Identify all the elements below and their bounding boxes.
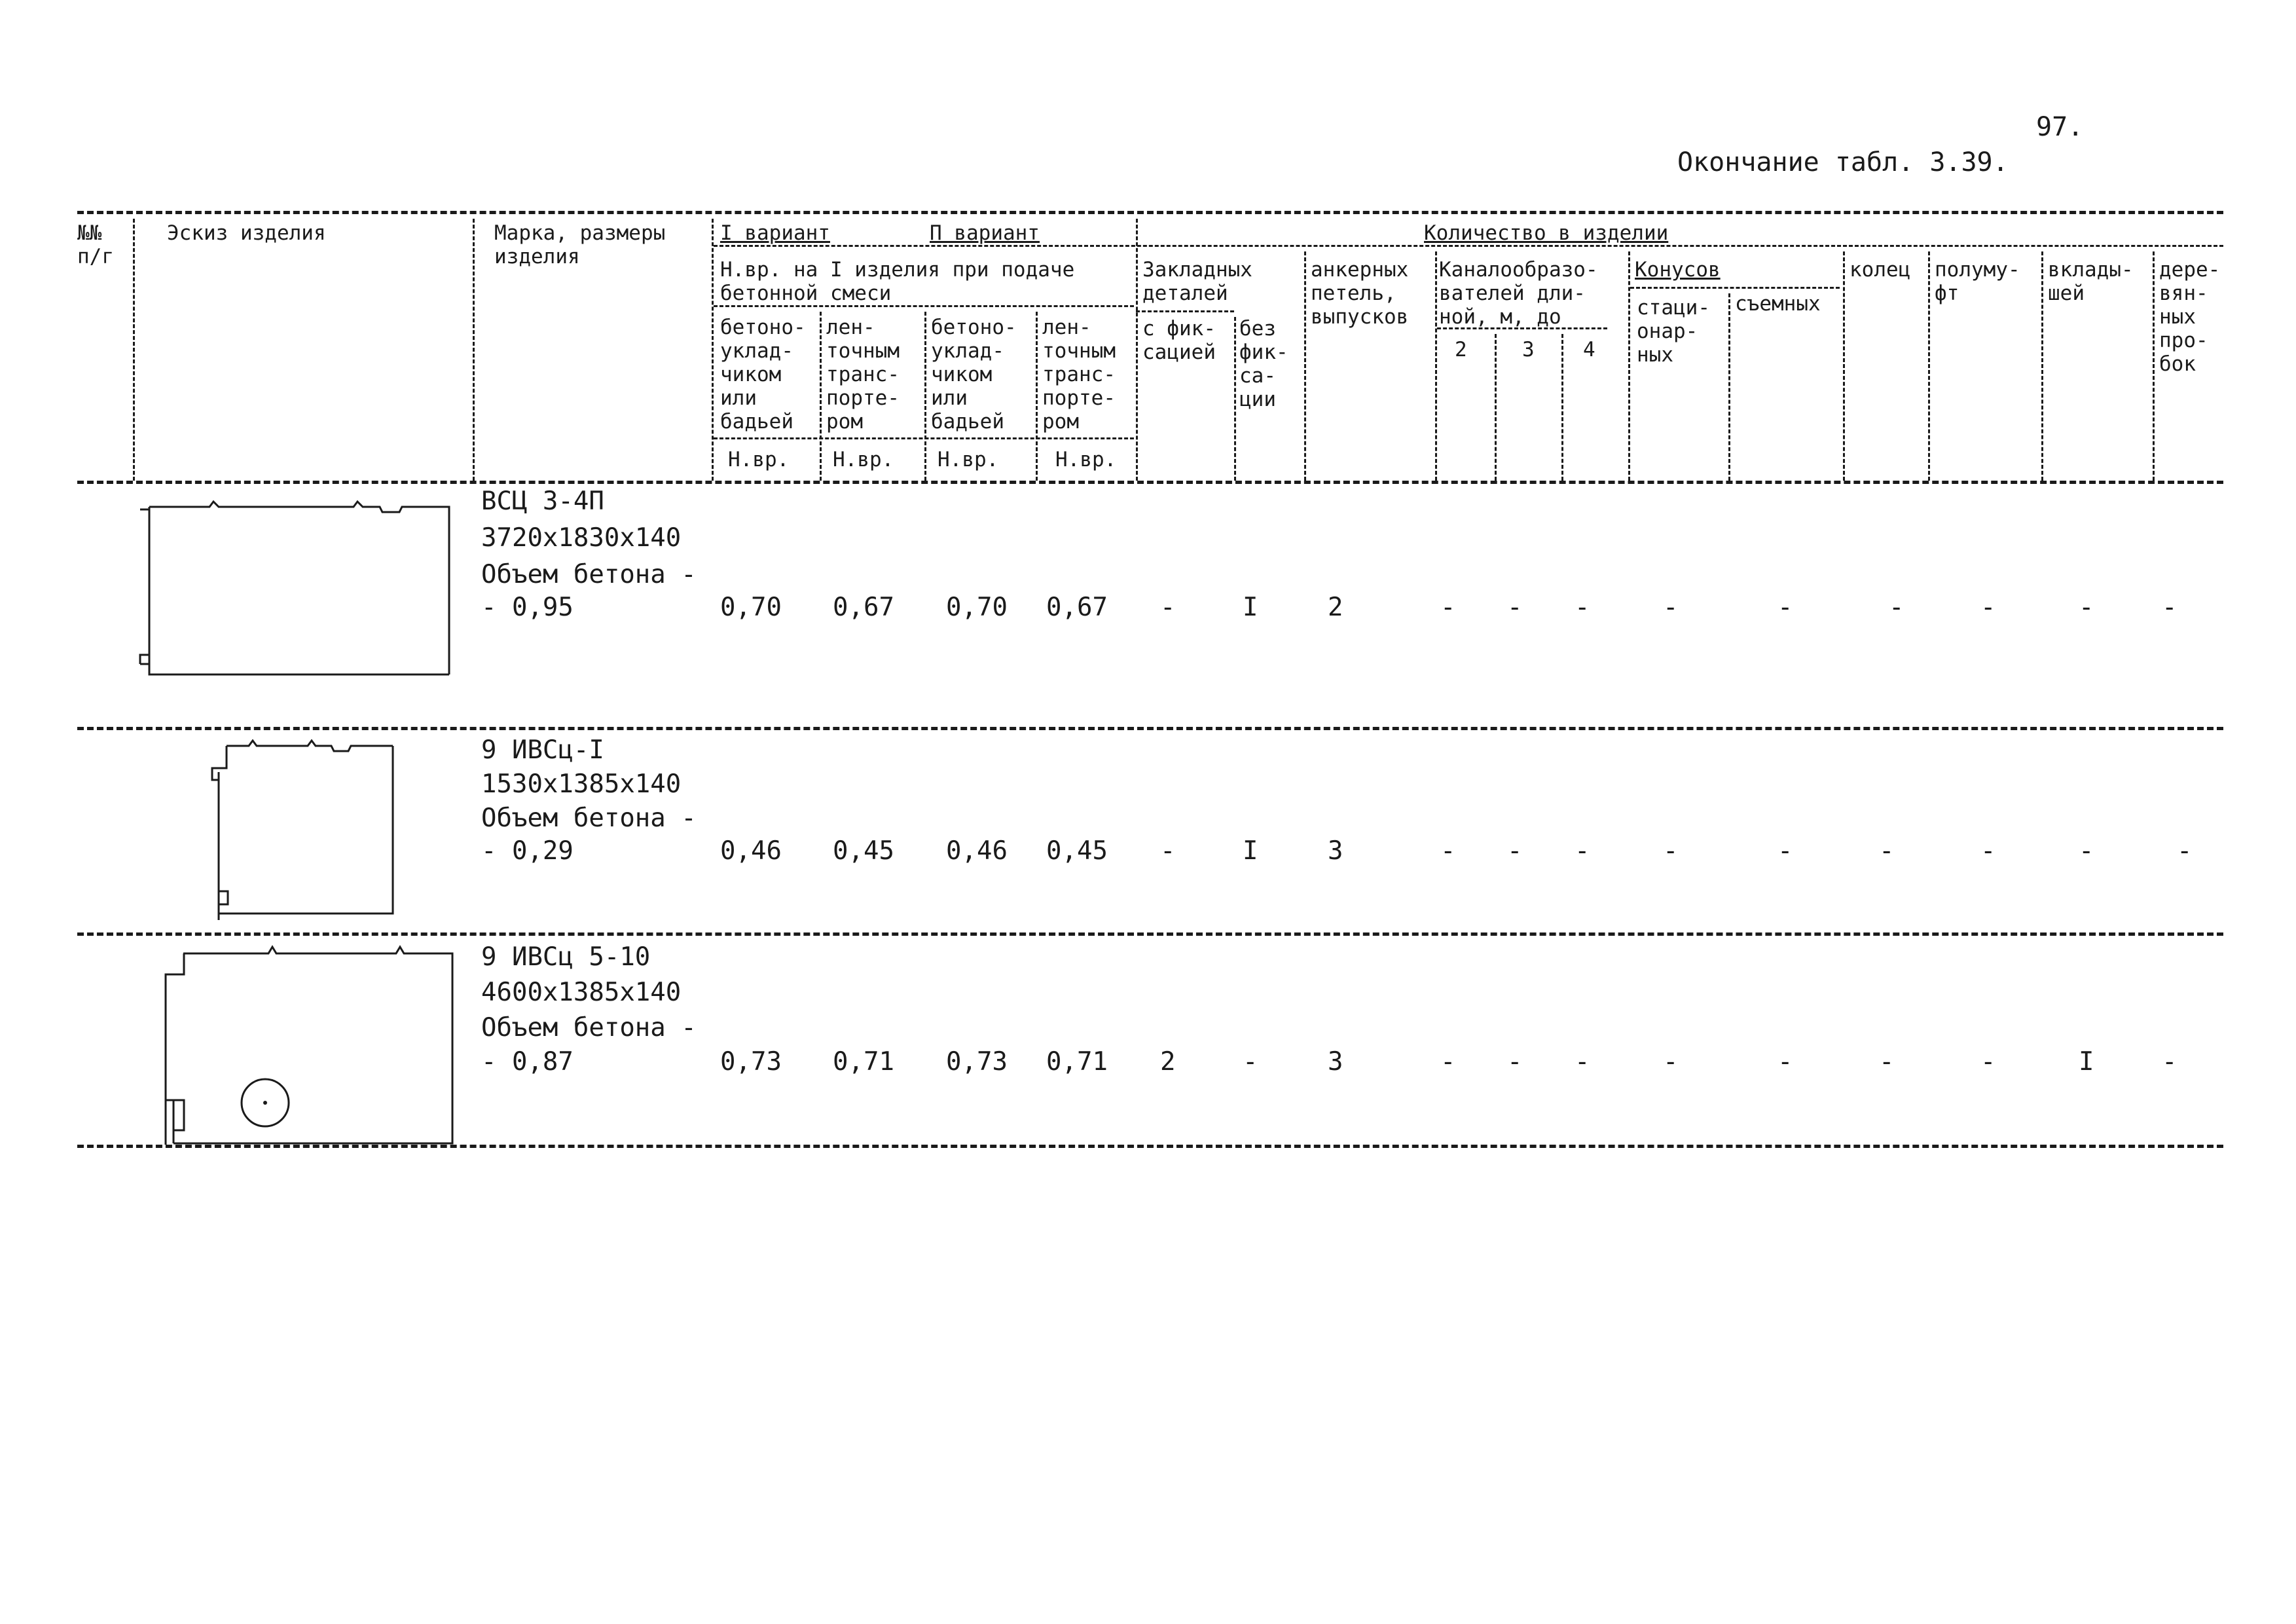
header-variant-1: I вариант	[720, 221, 830, 245]
row-2-mark: 9 ИВСц-I	[481, 735, 604, 765]
header-row-number: №№ п/г	[77, 221, 114, 268]
row-1-emb-fix: -	[1160, 593, 1176, 622]
row-2-ch4: -	[1575, 836, 1590, 866]
header-embedded-parts: Закладных деталей	[1142, 258, 1252, 305]
row-2-emb-nofix: I	[1243, 836, 1258, 866]
row-3-v1-placer: 0,73	[720, 1047, 782, 1077]
row-2-v2-placer: 0,46	[946, 836, 1008, 866]
row-2-ch3: -	[1507, 836, 1523, 866]
row-3-emb-fix: 2	[1160, 1047, 1176, 1077]
col-sep	[1136, 219, 1138, 481]
row-2-anchor: 3	[1328, 836, 1343, 866]
row-1-volume-label: Объем бетона -	[481, 560, 697, 589]
row-divider-2	[77, 932, 2223, 936]
header-v1-placer: бетоно- уклад- чиком или бадьей	[720, 316, 806, 434]
header-inserts: вклады- шей	[2048, 258, 2134, 305]
header-unit: Н.вр.	[938, 448, 999, 471]
row-3-cone-rem: -	[1777, 1047, 1793, 1077]
header-rings: колец	[1850, 258, 1911, 282]
header-half-couplings: полуму- фт	[1935, 258, 2020, 305]
row-2-cone-rem: -	[1777, 836, 1793, 866]
table-caption: Окончание табл. 3.39.	[1677, 147, 2009, 177]
col-sep	[1561, 334, 1563, 481]
row-3-ch4: -	[1575, 1047, 1590, 1077]
header-v2-belt: лен- точным транс- порте- ром	[1042, 316, 1116, 434]
row-3-rings: -	[1879, 1047, 1895, 1077]
header-cones-removable: съемных	[1735, 292, 1821, 316]
header-v1-belt: лен- точным транс- порте- ром	[826, 316, 900, 434]
page-number: 97.	[2036, 112, 2084, 142]
row-3-volume-label: Объем бетона -	[481, 1013, 697, 1043]
sketch-panel-2	[203, 737, 412, 927]
row-2-inserts: -	[2079, 836, 2094, 866]
row-2-volume-value: - 0,29	[481, 836, 574, 866]
col-sep	[1495, 334, 1497, 481]
col-sep	[1843, 251, 1845, 481]
header-cones: Конусов	[1635, 258, 1721, 282]
row-3-v2-placer: 0,73	[946, 1047, 1008, 1077]
header-rule-variants	[714, 245, 2223, 247]
header-cones-stationary: стаци- онар- ных	[1637, 296, 1710, 367]
header-rule-units	[714, 437, 1134, 439]
row-1-cone-stat: -	[1663, 593, 1679, 622]
row-2-v2-belt: 0,45	[1046, 836, 1108, 866]
row-1-inserts: -	[2079, 593, 2094, 622]
header-unit: Н.вр.	[728, 448, 790, 471]
header-wooden-plugs: дере- вян- ных про- бок	[2159, 258, 2221, 376]
row-2-ch2: -	[1440, 836, 1456, 866]
row-divider-1	[77, 727, 2223, 730]
row-2-volume-label: Объем бетона -	[481, 803, 697, 833]
row-3-emb-nofix: -	[1243, 1047, 1258, 1077]
col-sep	[1234, 317, 1236, 481]
row-1-v1-placer: 0,70	[720, 593, 782, 622]
row-2-rings: -	[1879, 836, 1895, 866]
header-anchor-loops: анкерных петель, выпусков	[1311, 258, 1409, 329]
header-variant-2: П вариант	[930, 221, 1040, 245]
col-sep	[473, 219, 475, 481]
col-sep	[1036, 312, 1038, 481]
row-2-cone-stat: -	[1663, 836, 1679, 866]
header-rule-cones	[1630, 287, 1840, 289]
col-sep	[1928, 251, 1930, 481]
row-1-size: 3720х1830х140	[481, 523, 682, 553]
row-1-plugs: -	[2162, 593, 2178, 622]
row-1-volume-value: - 0,95	[481, 593, 574, 622]
col-sep	[1435, 251, 1437, 481]
row-3-volume-value: - 0,87	[481, 1047, 574, 1077]
row-2-size: 1530х1385х140	[481, 769, 682, 799]
header-mark-size: Марка, размеры изделия	[494, 221, 666, 268]
col-sep	[924, 312, 926, 481]
row-3-ch2: -	[1440, 1047, 1456, 1077]
row-3-inserts: I	[2079, 1047, 2094, 1077]
header-length-4: 4	[1583, 338, 1595, 361]
row-1-emb-nofix: I	[1243, 593, 1258, 622]
row-2-half: -	[1980, 836, 1996, 866]
col-sep	[1628, 251, 1630, 481]
header-quantity-title: Количество в изделии	[1424, 221, 1669, 245]
row-1-v2-placer: 0,70	[946, 593, 1008, 622]
row-3-cone-stat: -	[1663, 1047, 1679, 1077]
col-sep	[1304, 251, 1306, 481]
header-sketch: Эскиз изделия	[167, 221, 326, 245]
sketch-panel-1	[131, 492, 458, 682]
row-3-v2-belt: 0,71	[1046, 1047, 1108, 1077]
row-3-plugs: -	[2162, 1047, 2178, 1077]
row-1-v1-belt: 0,67	[833, 593, 894, 622]
header-without-fixation: без фик- са- ции	[1239, 317, 1288, 411]
row-2-emb-fix: -	[1160, 836, 1176, 866]
row-1-half: -	[1980, 593, 1996, 622]
row-2-plugs: -	[2177, 836, 2193, 866]
col-sep	[2041, 251, 2043, 481]
row-1-anchor: 2	[1328, 593, 1343, 622]
col-sep	[712, 219, 714, 481]
header-labor-title: Н.вр. на I изделия при подаче бетонной смеси	[720, 258, 1075, 305]
col-sep	[2153, 251, 2155, 481]
row-1-cone-rem: -	[1777, 593, 1793, 622]
col-sep	[820, 312, 822, 481]
row-1-v2-belt: 0,67	[1046, 593, 1108, 622]
row-1-mark: ВСЦ 3-4П	[481, 487, 604, 516]
sketch-panel-3	[154, 936, 462, 1146]
row-3-anchor: 3	[1328, 1047, 1343, 1077]
row-1-ch4: -	[1575, 593, 1590, 622]
header-length-2: 2	[1455, 338, 1467, 361]
row-2-v1-placer: 0,46	[720, 836, 782, 866]
row-1-rings: -	[1889, 593, 1904, 622]
header-channel-formers: Каналообразо- вателей дли- ной, м, до	[1439, 258, 1598, 329]
row-1-ch2: -	[1440, 593, 1456, 622]
header-unit: Н.вр.	[1055, 448, 1117, 471]
col-sep	[133, 219, 135, 481]
table-top-rule	[77, 211, 2223, 214]
row-3-ch3: -	[1507, 1047, 1523, 1077]
header-rule-embedded	[1136, 310, 1234, 312]
header-length-3: 3	[1522, 338, 1535, 361]
col-sep	[1728, 293, 1730, 481]
header-bottom-rule	[77, 481, 2223, 484]
header-with-fixation: с фик- сацией	[1142, 317, 1216, 364]
row-3-half: -	[1980, 1047, 1996, 1077]
row-1-ch3: -	[1507, 593, 1523, 622]
header-v2-placer: бетоно- уклад- чиком или бадьей	[931, 316, 1017, 434]
row-3-mark: 9 ИВСц 5-10	[481, 942, 651, 972]
header-rule-labor	[714, 305, 1134, 307]
row-2-v1-belt: 0,45	[833, 836, 894, 866]
row-3-v1-belt: 0,71	[833, 1047, 894, 1077]
row-3-size: 4600х1385х140	[481, 978, 682, 1007]
header-unit: Н.вр.	[833, 448, 894, 471]
